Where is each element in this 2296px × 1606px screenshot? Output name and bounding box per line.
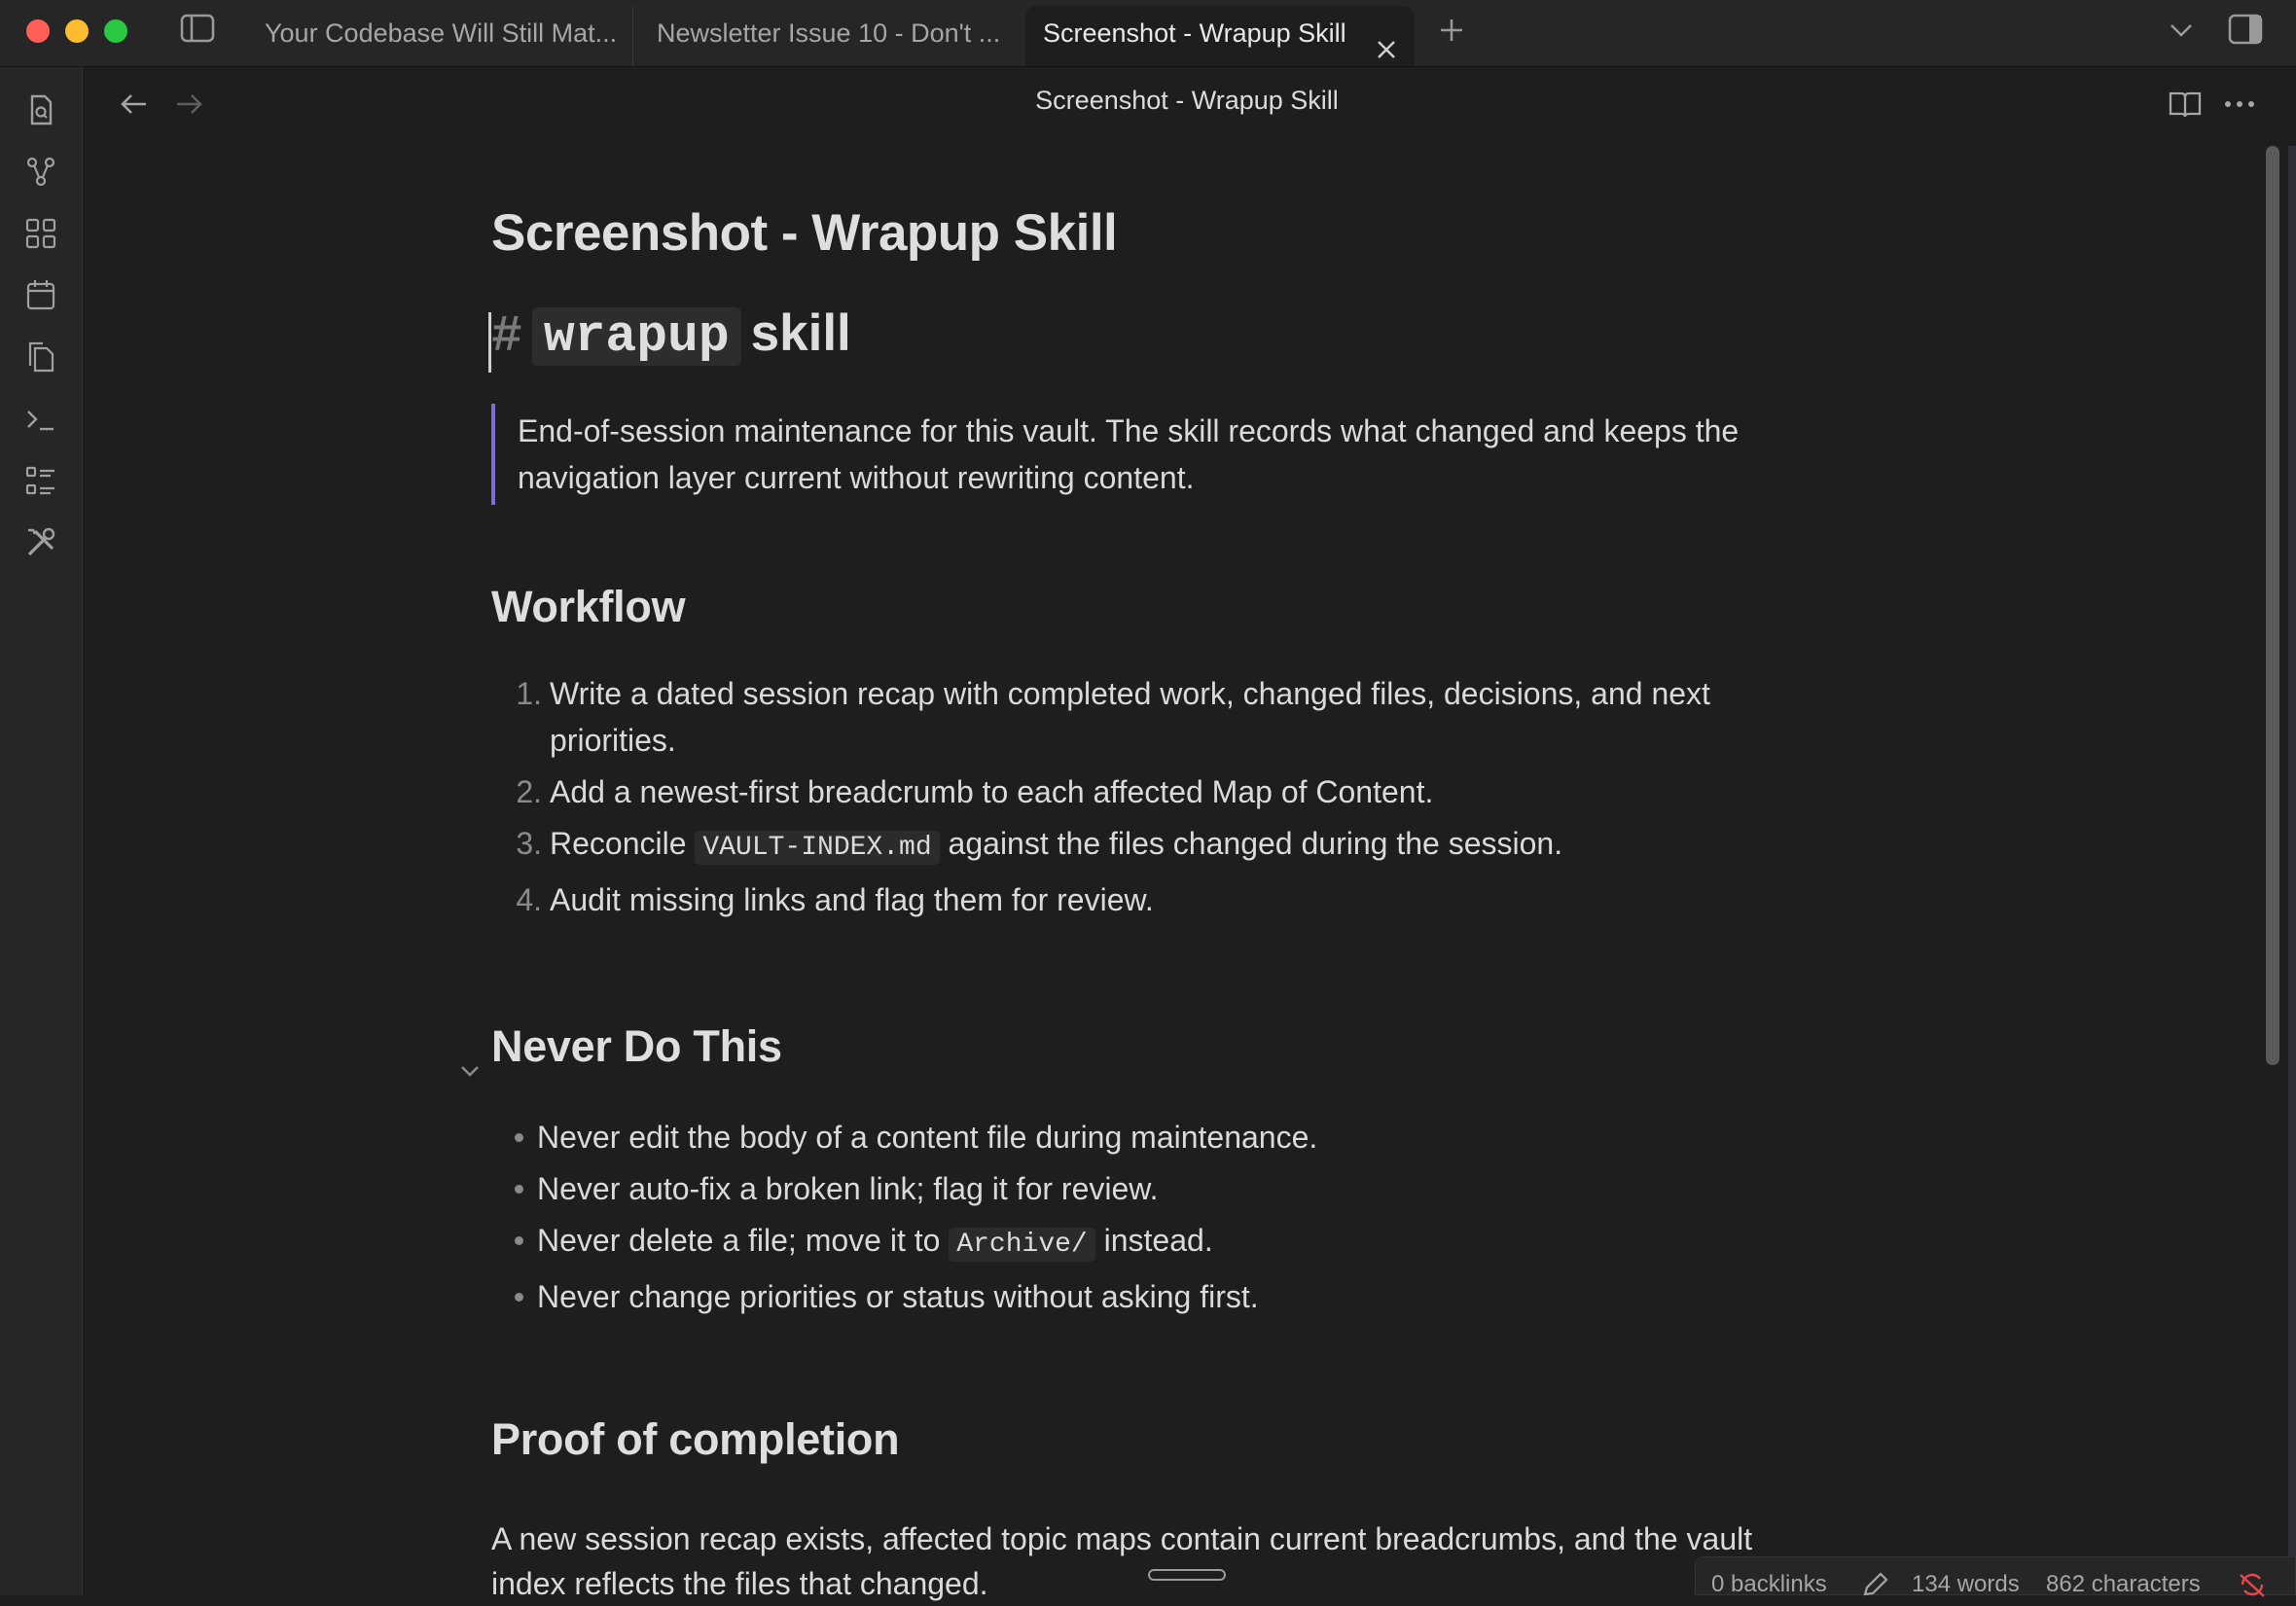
window-edge (2288, 146, 2296, 1595)
close-tab-icon[interactable] (1376, 24, 1397, 46)
window-minimize-button[interactable] (65, 19, 89, 43)
heading-text: skill (750, 304, 851, 362)
list-item[interactable] (491, 670, 1795, 764)
canvas-icon[interactable] (23, 216, 58, 251)
more-options-icon[interactable] (2220, 89, 2259, 119)
editor-content[interactable] (491, 190, 1795, 1606)
status-bar (1695, 1556, 2296, 1595)
list-number: 4. (516, 882, 542, 917)
list-item-text: Never delete a file; move it to (537, 1223, 950, 1258)
list-item-text: Never edit the body of a content file during maintenance. (537, 1120, 1318, 1155)
bullet-marker (515, 1185, 523, 1194)
new-tab-plus-icon[interactable] (1438, 17, 1465, 44)
tab-label: Screenshot - Wrapup Skill (1043, 18, 1346, 48)
fold-chevron-down-icon[interactable] (458, 1034, 482, 1057)
sync-error-icon[interactable] (2237, 1571, 2268, 1598)
copy-icon[interactable] (23, 339, 58, 375)
word-count: 134 words (1912, 1571, 2020, 1597)
terminal-icon[interactable] (23, 402, 58, 437)
list-item[interactable] (491, 876, 1795, 923)
calendar-icon[interactable] (23, 277, 58, 312)
window-close-button[interactable] (26, 19, 50, 43)
heading-never-do-this[interactable] (491, 1013, 1795, 1081)
list-item[interactable] (491, 1273, 1795, 1320)
text-cursor (488, 312, 491, 373)
inline-title[interactable]: Screenshot - Wrapup Skill (491, 204, 1118, 262)
bullet-marker (515, 1133, 523, 1142)
edit-mode-pencil-icon[interactable] (1861, 1571, 1890, 1598)
backlinks-count[interactable]: 0 backlinks (1711, 1571, 1827, 1597)
list-number: 2. (516, 774, 542, 809)
drag-handle[interactable] (1148, 1569, 1226, 1581)
left-sidebar-toggle-icon[interactable] (180, 14, 215, 43)
title-bar (0, 0, 2296, 67)
list-item[interactable] (491, 1217, 1795, 1268)
heading-hash-marker: # (491, 307, 522, 366)
inline-code: Archive/ (949, 1228, 1094, 1262)
tab-label: Your Codebase Will Still Mat... (265, 18, 618, 48)
list-item-text: Never auto-fix a broken link; flag it for review. (537, 1171, 1159, 1206)
list-item-text: Never change priorities or status without asking first. (537, 1279, 1259, 1314)
heading-1[interactable] (491, 279, 1795, 388)
tab-list-chevron-down-icon[interactable] (2168, 19, 2195, 41)
list-item-text: Write a dated session recap with completed work, changed files, decisions, and next priorities. (550, 676, 1710, 758)
list-item[interactable] (491, 1114, 1795, 1160)
view-header-title[interactable]: Screenshot - Wrapup Skill (1035, 86, 1339, 115)
tab-newsletter[interactable] (632, 6, 1026, 66)
bullet-marker (515, 1236, 523, 1245)
window-maximize-button[interactable] (104, 19, 127, 43)
list-item[interactable] (491, 1165, 1795, 1212)
list-item[interactable] (491, 820, 1795, 872)
list-item[interactable] (491, 768, 1795, 815)
left-ribbon (0, 67, 83, 1595)
list-item-text: against the files changed during the session. (939, 826, 1563, 861)
list-item-text: Add a newest-first breadcrumb to each affected Map of Content. (550, 774, 1434, 809)
tab-label: Newsletter Issue 10 - Don't ... (657, 18, 1001, 48)
blockquote-callout[interactable]: End-of-session maintenance for this vault. The skill records what changed and keeps the navigation layer current without rewriting content. (491, 404, 1795, 505)
tab-codebase[interactable] (241, 6, 635, 66)
list-item-text: Audit missing links and flag them for review. (550, 882, 1154, 917)
list-item-text: Reconcile (550, 826, 696, 861)
paragraph[interactable]: A new session recap exists, affected topic maps contain current breadcrumbs, and the vault index reflects the files that changed. (491, 1521, 1753, 1601)
scrollbar-thumb[interactable] (2266, 146, 2279, 1065)
workflow-ordered-list (491, 670, 1795, 923)
graph-icon[interactable] (23, 154, 58, 189)
list-icon[interactable] (23, 463, 58, 498)
right-sidebar-toggle-icon[interactable] (2228, 14, 2263, 45)
never-bullet-list (491, 1114, 1795, 1320)
bullet-marker (515, 1293, 523, 1302)
tab-wrapup-skill-active[interactable] (1025, 6, 1415, 66)
character-count: 862 characters (2046, 1571, 2201, 1597)
list-number: 3. (516, 826, 542, 861)
heading-inline-code: wrapup (532, 307, 741, 366)
heading-text: Never Do This (491, 1021, 782, 1071)
inline-code: VAULT-INDEX.md (695, 831, 939, 865)
heading-proof-of-completion[interactable]: Proof of completion (491, 1414, 900, 1464)
list-item-text: instead. (1094, 1223, 1213, 1258)
tools-icon[interactable] (23, 525, 58, 560)
reading-view-book-icon[interactable] (2168, 88, 2203, 121)
heading-workflow[interactable]: Workflow (491, 582, 686, 631)
list-number: 1. (516, 676, 542, 711)
